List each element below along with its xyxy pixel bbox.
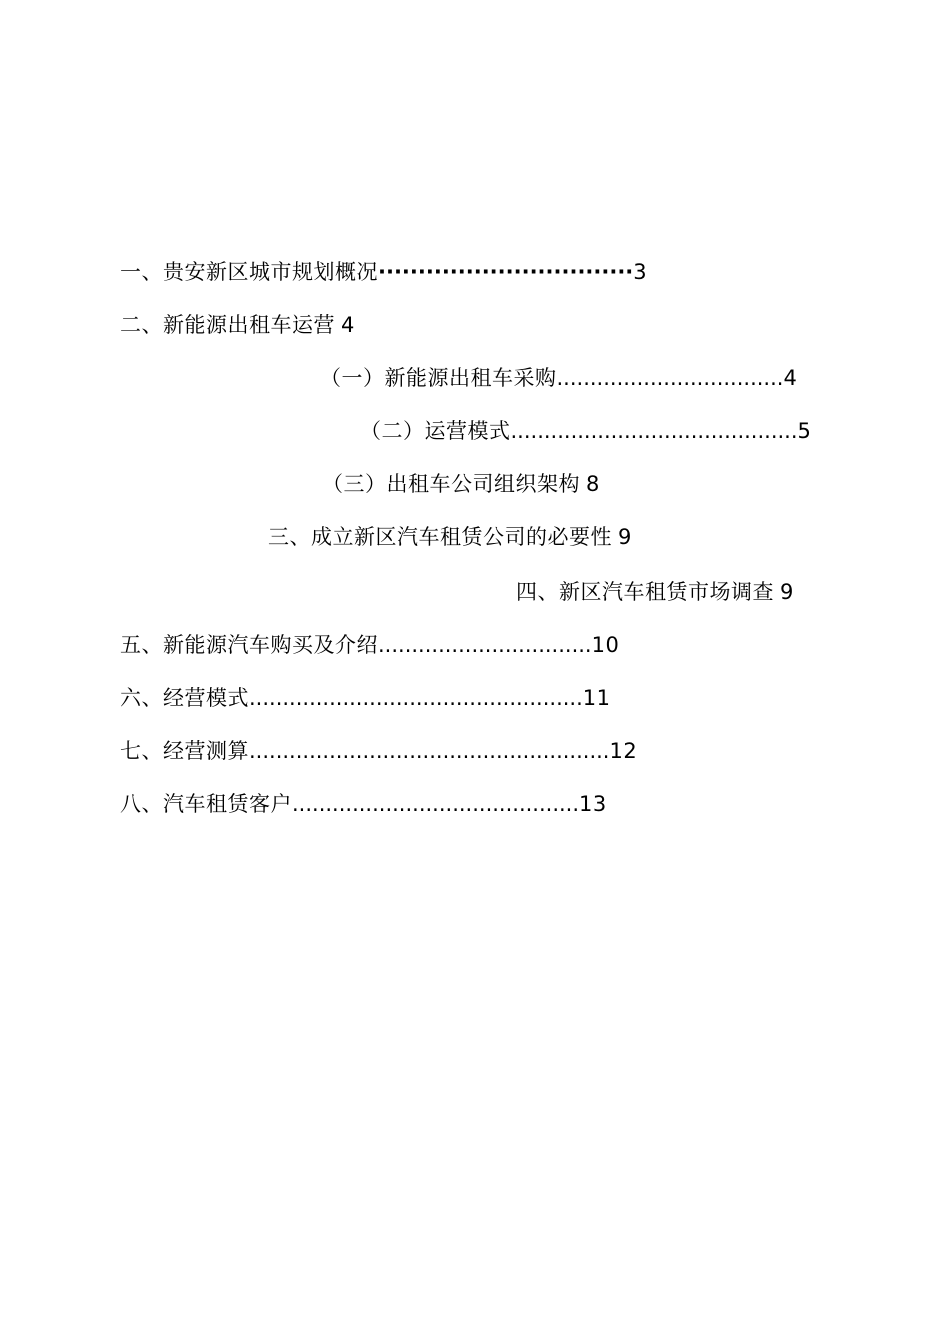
toc-entry-page: 5 xyxy=(797,419,812,443)
toc-entry-title: 七、经营测算 xyxy=(120,739,249,763)
toc-entry-page: 3 xyxy=(633,260,648,284)
toc-entry-page: 11 xyxy=(582,686,611,710)
toc-entry-page: 12 xyxy=(609,739,638,763)
toc-entry-leader: ................................ xyxy=(378,633,592,657)
toc-entry-8 xyxy=(120,631,680,659)
toc-entry-page: 9 xyxy=(618,525,632,549)
toc-entry-page: 10 xyxy=(591,633,620,657)
toc-entry-5 xyxy=(322,470,722,498)
toc-entry-7 xyxy=(516,578,916,606)
toc-entry-title: 一、贵安新区城市规划概况 xyxy=(120,260,378,284)
toc-entry-title: （二）运营模式 xyxy=(360,419,511,443)
toc-entry-title: （一）新能源出租车采购 xyxy=(320,366,557,390)
toc-entry-page: 13 xyxy=(579,792,607,816)
toc-entry-1 xyxy=(120,258,720,286)
toc-entry-11 xyxy=(120,790,680,818)
toc-entry-leader: ...................................................... xyxy=(249,739,610,763)
toc-entry-page: 4 xyxy=(783,366,798,390)
toc-entry-title: 三、成立新区汽车租赁公司的必要性 xyxy=(268,525,612,549)
toc-entry-title: 八、汽车租赁客户 xyxy=(120,792,292,816)
toc-entry-title: 二、新能源出租车运营 xyxy=(120,313,335,337)
toc-entry-title: 六、经营模式 xyxy=(120,686,249,710)
toc-entry-leader: ································ xyxy=(378,260,634,284)
toc-entry-title: 五、新能源汽车购买及介绍 xyxy=(120,633,378,657)
toc-entry-page: 9 xyxy=(780,580,794,604)
toc-entry-3 xyxy=(320,364,840,392)
toc-entry-leader: .................................. xyxy=(556,366,784,390)
toc-entry-page: 8 xyxy=(586,472,600,496)
toc-entry-leader: ........................................... xyxy=(292,792,580,816)
toc-entry-page: 4 xyxy=(341,313,355,337)
toc-entry-leader: .................................................. xyxy=(249,686,583,710)
toc-entry-2 xyxy=(120,311,520,339)
toc-entry-leader: ........................................... xyxy=(510,419,798,443)
toc-entry-9 xyxy=(120,684,680,712)
toc-entry-6 xyxy=(268,523,748,551)
toc-entry-10 xyxy=(120,737,680,765)
toc-entry-title: （三）出租车公司组织架构 xyxy=(322,472,580,496)
toc-entry-title: 四、新区汽车租赁市场调查 xyxy=(516,580,774,604)
toc-entry-4 xyxy=(360,417,840,445)
